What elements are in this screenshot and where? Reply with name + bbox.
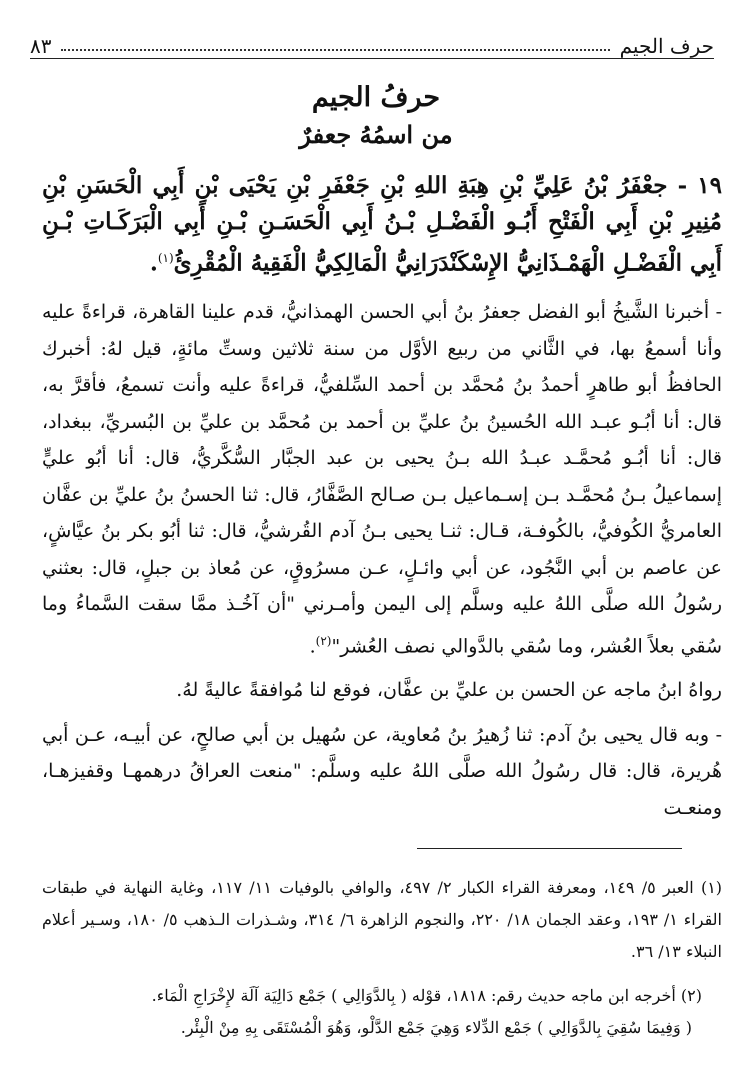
header-leader-dots (61, 49, 609, 51)
footnote-2-line-2: ( وَفِيمَا سُقِيَ بِالدَّوَالِي ) جَمْع الدِّلاء وَهِيَ جَمْع الدَّلْو، وَهُوَ الْمُسْتَقَى بِهِ مِنْ الْبِئْر. (180, 1018, 692, 1037)
entry-heading-text: ١٩ - جعْفَرُ بْنُ عَلِيِّ بْنِ هِبَةِ اللهِ بْنِ جَعْفَرِ بْنِ يَحْيَى بْنِ أَبِي الْحَسَنِ بْنِ مُنِيرِ بْنِ أَبِي الْفَتْحِ أَبُـو الْفَضْـلِ بْـنُ أَبِي الْحَسَـنِ بْـنِ أَبِي الْبَرَكَـاتِ بْـنِ أَبِي الْفَضْـلِ الْهَمْـذَانِيُّ الإِسْكَنْدَرَانِيُّ الْمَالِكِيُّ الْفَقِيهُ الْمُقْرِئُ (42, 172, 722, 277)
paragraph-isnad: - أخبرنا الشَّيخُ أبو الفضل جعفرُ بنُ أبي الحسن الهمذانيُّ، قدم علينا القاهرة، قراءةً عليه وأنا أسمعُ بها، في الثَّاني من ربيع الأوَّل من سنة ثلاثين وستِّ مائةٍ، قيل لهُ: أخبرك الحافظُ أبو طاهرٍ أحمدُ بنُ مُحمَّد بن أحمد السِّلفيُّ، قراءةً عليه وأنت تسمعُ، فأقرَّ به، قال: أنا أبُـو عبـد الله الحُسينُ بنُ عليِّ بن أحمد بن مُحمَّد بن عليِّ بن البُسريِّ، ببغداد، قال: أنا أبُـو مُحمَّـد عبـدُ الله بـنُ يحيى بن عبد الجبَّار السُّكَّريُّ، قال: أنا أبُو عليٍّ إسماعيلُ بـنُ مُحمَّـد بـن إسـماعيل بـن صـالح الصَّفَّارُ، قال: ثنا الحسنُ بنُ عليِّ بن عفَّان العامريُّ الكُوفيُّ، بالكُوفـة، قـال: ثنـا يحيى بـنُ آدم القُرشيُّ، قال: ثنا أبُو بكر بنُ عيَّاشٍ، عن عاصم بن أبي النَّجُود، عن أبي وائـلٍ، عـن مسرُوقٍ، عن مُعاذ بن جبلٍ، قال: بعثني رسُولُ الله صلَّى اللهُ عليه وسلَّم إلى اليمن وأمـرني "أن آخُـذ ممَّا سقت السَّماءُ وما سُقي بعلاً العُشر، وما سُقي بالدَّوالي نصف العُشر"$^{(٢)}$. (42, 301, 722, 657)
footnote-ref-2: (٢) (315, 633, 332, 648)
page-number: ٨٣ (30, 34, 52, 58)
paragraph-second-hadith: - وبه قال يحيى بنُ آدم: ثنا زُهيرُ بنُ مُعاوية، عن سُهيل بن أبي صالحٍ، عن أبيـه، عـن أبي هُريرة، قال: قال رسُولُ الله صلَّى اللهُ عليه وسلَّم: "منعت العراقُ درهمهـا وقفيزهـا، ومنعـت (42, 723, 722, 819)
footnotes (42, 872, 722, 1044)
footnote-2-line-1: (٢) أخرجه ابن ماجه حديث رقم: ١٨١٨، قوْله ( بِالدَّوَالِي ) جَمْع دَالِيَة آلَة لإِخْرَاجِ الْمَاء. (151, 986, 702, 1005)
paragraph-isnad-text: - أخبرنا الشَّيخُ أبو الفضل جعفرُ بنُ أبي الحسن الهمذانيُّ، قدم علينا القاهرة، قراءةً عليه وأنا أسمعُ بها، في الثَّاني من ربيع الأوَّل من سنة ثلاثين وستِّ مائةٍ، قيل لهُ: أخبرك الحافظُ أبو طاهرٍ أحمدُ بنُ مُحمَّد بن أحمد السِّلفيُّ، قراءةً عليه وأنت تسمعُ، فأقرَّ به، قال: أنا أبُـو عبـد الله الحُسينُ بنُ عليِّ بن أحمد بن مُحمَّد بن عليِّ بن البُسريِّ، ببغداد، قال: أنا أبُـو مُحمَّـد عبـدُ الله بـنُ يحيى بن عبد الجبَّار السُّكَّريُّ، قال: أنا أبُو عليٍّ إسماعيلُ بـنُ مُحمَّـد بـن إسـماعيل بـن صـالح الصَّفَّارُ، قال: ثنا الحسنُ بنُ عليِّ بن عفَّان العامريُّ الكُوفيُّ، بالكُوفـة، قـال: ثنـا يحيى بـنُ آدم القُرشيُّ، قال: ثنا أبُو بكر بنُ عيَّاشٍ، عن عاصم بن أبي النَّجُود، عن أبي وائـلٍ، عـن مسرُوقٍ، عن مُعاذ بن جبلٍ، قال: بعثني رسُولُ الله صلَّى اللهُ عليه وسلَّم إلى اليمن وأمـرني "أن آخُـذ ممَّا سقت السَّماءُ وما سُقي بعلاً العُشر، وما سُقي بالدَّوالي نصف العُشر" (42, 301, 722, 657)
footnote-ref-1: (١) (157, 251, 174, 265)
running-title: حرف الجيم (619, 34, 714, 58)
footnote-1: (١) العبر ٥/ ١٤٩، ومعرفة القراء الكبار ٢/ ٤٩٧، والوافي بالوفيات ١١/ ١١٧، وغاية النهاية في طبقات القراء ١/ ١٩٣، وعقد الجمان ١٨/ ٢٢٠، والنجوم الزاهرة ٦/ ٣١٤، وشـذرات الـذهب ٥/ ١٨٠، وسـير أعلام النبلاء ١٣/ ٣٦. (42, 878, 723, 961)
section-title: حرفُ الجيم (311, 82, 441, 113)
paragraph-ibn-majah: رواهُ ابنُ ماجه عن الحسن بن عليِّ بن عفَّان، فوقع لنا مُوافقةً عاليةً لهُ. (176, 679, 722, 702)
section-subtitle: من اسمُهُ جعفرٌ (299, 120, 453, 149)
footnote-separator (417, 848, 682, 849)
running-header (30, 28, 714, 59)
body-text (42, 294, 722, 826)
entry-heading: ١٩ - جعْفَرُ بْنُ عَلِيِّ بْنِ هِبَةِ اللهِ بْنِ جَعْفَرِ بْنِ يَحْيَى بْنِ أَبِي الْحَسَنِ بْنِ مُنِيرِ بْنِ أَبِي الْفَتْحِ أَبُـو الْفَضْـلِ بْـنُ أَبِي الْحَسَـنِ بْـنِ أَبِي الْبَرَكَـاتِ بْـنِ أَبِي الْفَضْـلِ الْهَمْـذَانِيُّ الإِسْكَنْدَرَانِيُّ الْمَالِكِيُّ الْفَقِيهُ الْمُقْرِئُ$^{(١)}$. (42, 172, 722, 277)
